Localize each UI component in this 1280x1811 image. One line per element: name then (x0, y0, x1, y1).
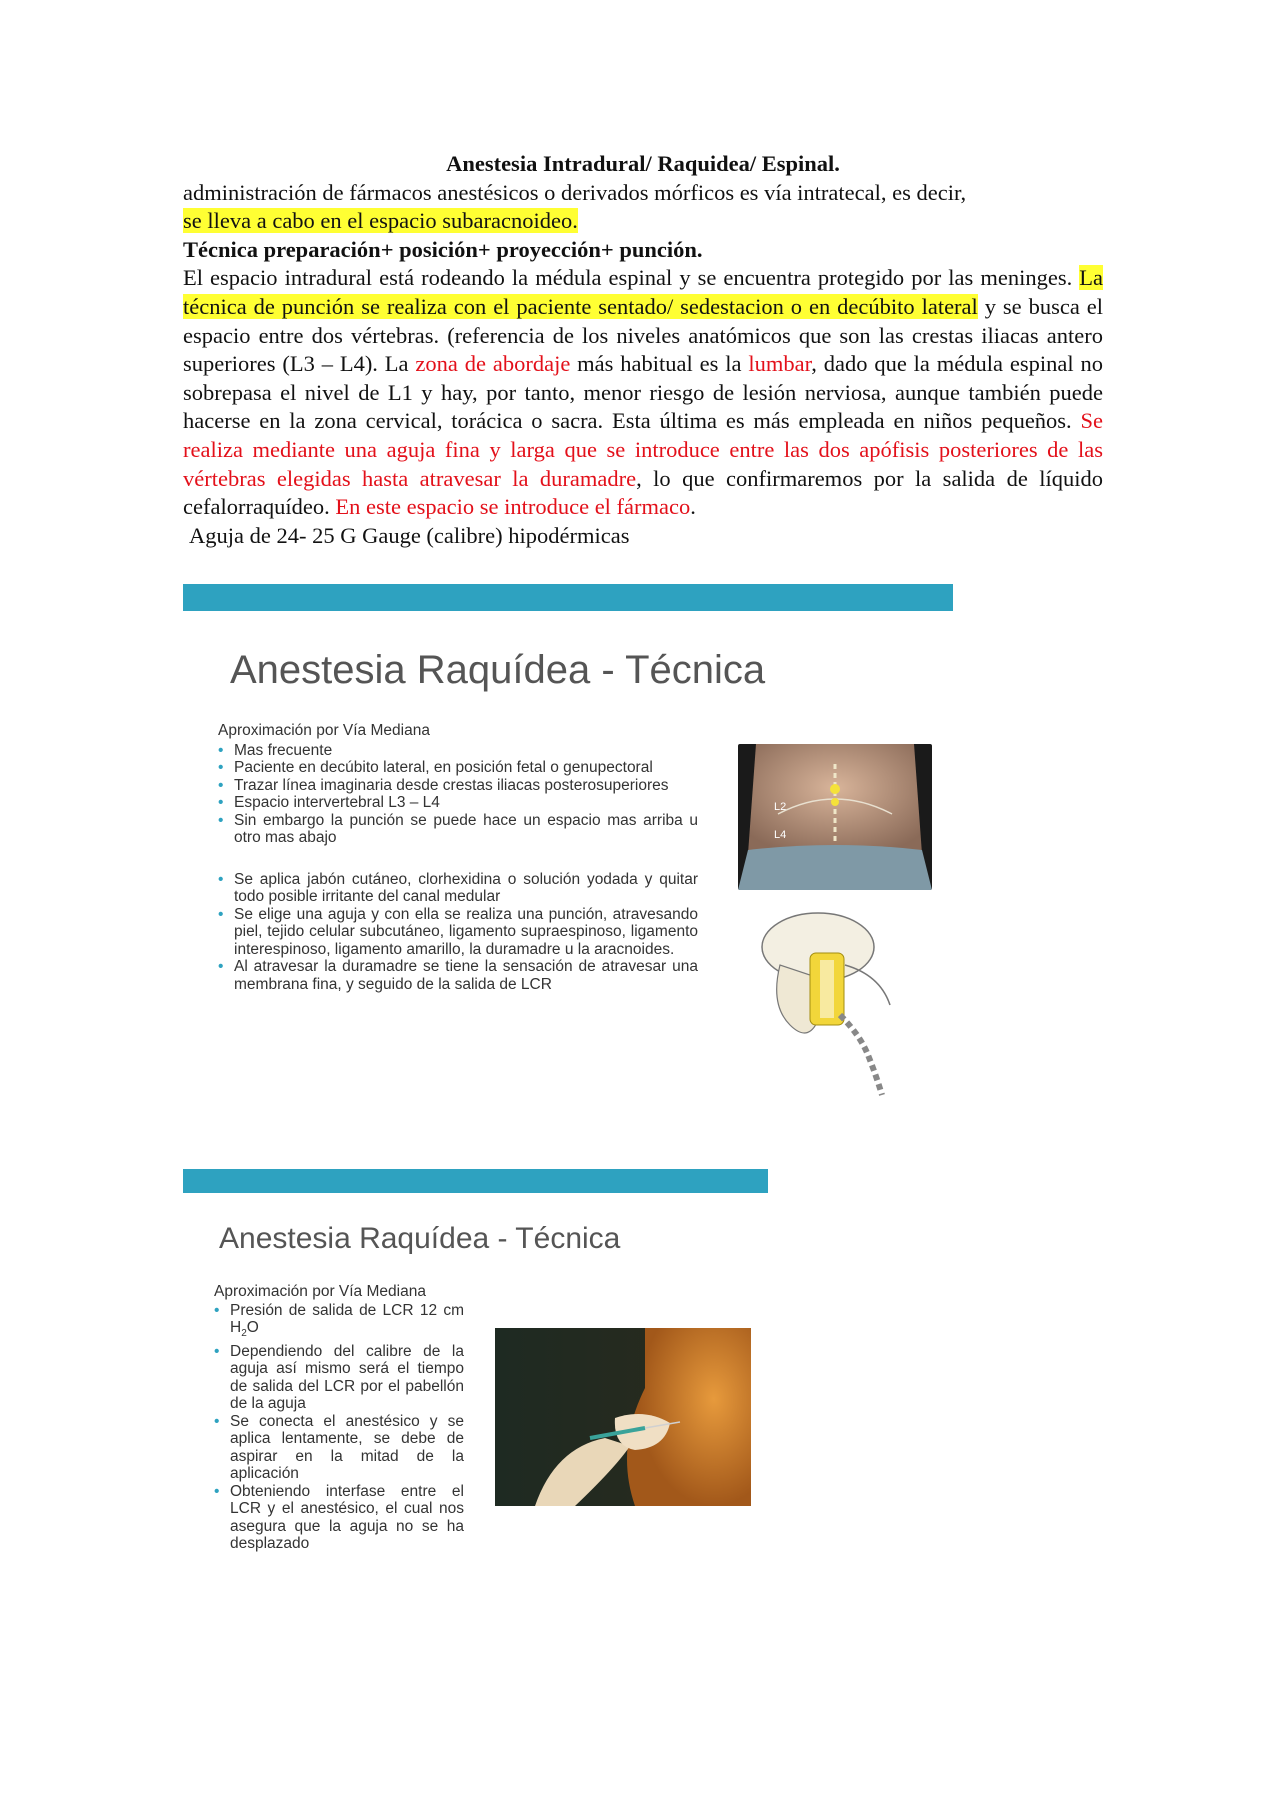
para-s5: más habitual es la (570, 351, 749, 377)
para-s11: . (690, 494, 696, 520)
slide-1-content (218, 722, 698, 993)
document-title: Anestesia Intradural/ Raquidea/ Espinal. (446, 151, 840, 176)
slide-1-bullets-a (218, 742, 698, 847)
vertebra-illustration (750, 905, 910, 1105)
slide-2-bullets (214, 1302, 464, 1553)
slide-2-subtitle: Aproximación por Vía Mediana (214, 1283, 426, 1300)
bullet: • Trazar línea imaginaria desde crestas iliacas posterosuperiores (218, 776, 669, 794)
bullet: • Paciente en decúbito lateral, en posición fetal o genupectoral (218, 759, 653, 776)
bullet: • Dependiendo del calibre de la aguja así mismo será el tiempo de salida del LCR por el pabellón de la aguja (214, 1342, 464, 1413)
slide-2-title: Anestesia Raquídea - Técnica (219, 1222, 621, 1255)
label-l2: L2 (774, 801, 787, 813)
para-s2-highlight: La técnica de punción se realiza con el paciente sentado/ sedestacion o en decúbito lateral (183, 265, 1103, 319)
bullet: • Al atravesar la duramadre se tiene la sensación de atravesar una membrana fina, y seguido de la salida de LCR (218, 958, 698, 993)
needle-note: Aguja de 24- 25 G Gauge (calibre) hipodérmicas (189, 522, 630, 548)
lumbar-back-image (738, 744, 932, 890)
slide-1-bullets-b (218, 871, 698, 994)
spinal-puncture-photo (495, 1328, 751, 1506)
bullet: • Sin embargo la punción se puede hace un espacio mas arriba u otro mas abajo (218, 811, 698, 846)
accent-bar-2 (183, 1169, 768, 1193)
para-s9: , lo que confirmaremos por la salida de líquido cefalorraquídeo. (183, 465, 1103, 520)
bullet: • Presión de salida de LCR 12 cm $H_2O$ (214, 1301, 464, 1340)
para-s1: El espacio intradural está rodeando la médula espinal y se encuentra protegido por las meninges. (183, 265, 1080, 291)
slide-2-content (214, 1283, 464, 1553)
bullet: • Espacio intervertebral L3 – L4 (218, 794, 440, 811)
document-body (183, 150, 1103, 550)
intro-highlight: se lleva a cabo en el espacio subaracnoideo. (183, 208, 578, 234)
bullet: • Se aplica jabón cutáneo, clorhexidina o solución yodada y quitar todo posible irritante del canal medular (218, 870, 698, 905)
para-s10-red: En este espacio se introduce el fármaco (335, 494, 691, 520)
para-s6-red: lumbar (748, 351, 812, 377)
bullet: • Obteniendo interfase entre el LCR y el anestésico, el cual nos asegura que la aguja no se ha desplazado (214, 1482, 464, 1553)
bullet: • Se elige una aguja y con ella se realiza una punción, atravesando piel, tejido celular subcutáneo, ligamento supraespinoso, ligamento interespinoso, ligamento amarillo, la duramadre u la aracnoides. (218, 905, 698, 958)
slide-1-subtitle: Aproximación por Vía Mediana (218, 722, 430, 739)
technique-heading: Técnica preparación+ posición+ proyección+ punción. (183, 236, 703, 262)
para-s7: , dado que la médula espinal no sobrepasa el nivel de L1 y hay, por tanto, menor riesgo de lesión nerviosa, aunque también puede hacerse en la zona cervical, torácica o sacra. Esta última es más empleada en niños pequeños. (183, 351, 1103, 434)
intro-highlight-line (183, 207, 1103, 236)
label-l4: L4 (774, 829, 787, 841)
bullet: • Se conecta el anestésico y se aplica lentamente, se debe de aspirar en la mitad de la aplicación (214, 1412, 464, 1483)
para-s8-red: Se realiza mediante una aguja fina y larga que se introduce entre las dos apófisis posteriores de las vértebras elegidas hasta atravesar la duramadre (183, 408, 1103, 491)
para-s3: y se busca el espacio entre dos vértebras. (referencia de los niveles anatómicos que son las crestas iliacas antero superiores (L3 – L4). La (183, 293, 1103, 377)
main-paragraph (183, 264, 1103, 521)
bullet: • Mas frecuente (218, 741, 333, 759)
accent-bar-1 (183, 584, 953, 611)
intro-line: administración de fármacos anestésicos o derivados mórficos es vía intratecal, es decir, (183, 179, 967, 205)
slide-1-title: Anestesia Raquídea - Técnica (230, 648, 766, 692)
para-s4-red: zona de abordaje (415, 351, 571, 377)
